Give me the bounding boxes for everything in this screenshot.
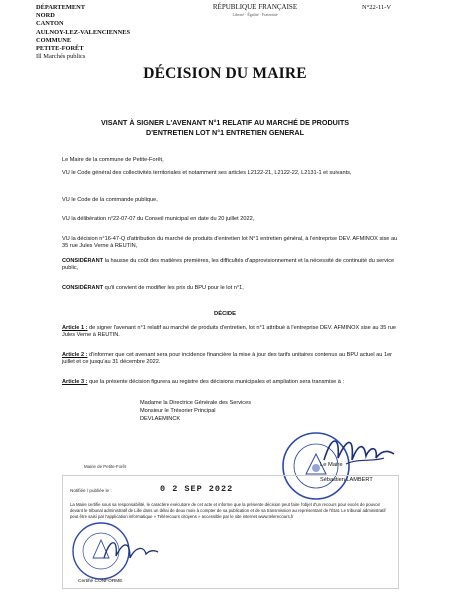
recipient-item: DEVLAEMINCK — [140, 416, 181, 422]
certification-signature — [100, 530, 160, 570]
considerant-2 — [62, 285, 400, 292]
page-title: DÉCISION DU MAIRE — [143, 65, 307, 82]
recipient-item: Madame la Directrice Générale des Services — [140, 400, 251, 406]
header-canton: CANTON — [36, 20, 64, 28]
decision-reference: N°22-11-V — [362, 4, 392, 11]
article-2-label: Article 2 : — [62, 352, 88, 358]
considerant-2-text: qu'il convient de modifier les prix du BPU pour le lot n°1, — [103, 285, 244, 291]
visa-cgct: VU le Code général des collectivités territoriales et notamment ses articles L2122-21, L2122-22, L2131-1 et suivants, — [62, 170, 352, 176]
considerant-1 — [62, 258, 400, 273]
considerant-1-label: CONSIDÉRANT — [62, 258, 104, 264]
transmission-label: Mairie de Petite-Forêt — [84, 464, 127, 469]
mayor-signature — [318, 428, 398, 478]
decision-subtitle — [40, 118, 410, 138]
notification-label: Notifiée / publiée le : — [70, 488, 112, 493]
considerant-1-text: la hausse du coût des matières premières, les difficultés d'approvisionnement et la nécessité de continuité du service public, — [62, 258, 395, 272]
header-nord: NORD — [36, 12, 55, 20]
header-canton-name: AULNOY-LEZ-VALENCIENNES — [36, 28, 131, 36]
visa-deliberation: VU la délibération n°22-07-07 du Conseil municipal en date du 20 juillet 2022, — [62, 216, 255, 222]
maire-name: Sébastien LAMBERT — [320, 477, 373, 483]
maire-label: Le Maire — [320, 462, 343, 468]
article-1-text: de signer l'avenant n°1 relatif au marché de produits d'entretien, lot n°1 attribué à l'entreprise DEV. AFMINOX sise au 35 rue Jules Verne à REUTIN. — [62, 325, 396, 339]
visa-decision-attribution: VU la décision n°16-47-Q d'attribution du marché de produits d'entretien lot N°1 entretien général, à l'entreprise DEV. AFMINOX sise au 35 rue Jules Verne à REUTIN, — [62, 236, 398, 250]
article-3 — [62, 379, 400, 386]
considerant-2-label: CONSIDÉRANT — [62, 285, 104, 291]
recipient-item: Monsieur le Trésorier Principal — [140, 408, 216, 414]
header-left-block — [36, 4, 130, 61]
republique-motto: Liberté · Égalité · Fraternité — [232, 12, 278, 17]
intro-text: Le Maire de la commune de Petite-Forêt, — [62, 157, 164, 163]
republique-block — [205, 3, 305, 19]
article-2 — [62, 352, 400, 367]
subtitle-line-2: D'ENTRETIEN LOT N°1 ENTRETIEN GENERAL — [146, 128, 304, 137]
legal-text: La Maire certifie sous sa responsabilité, le caractère exécutoire de cet acte et informe que la présente décision peut faire l'objet d'un recours pour excès de pouvoir devant le tribunal administratif de Lille dans un délai de deux mois à compter de sa publication et de sa transmission au représentant de l'État. Le tribunal administratif peut être saisi par l'application informatique « Télérecours citoyens » accessible par le site internet www.telerecours.fr — [70, 502, 386, 519]
article-2-text: d'informer que cet avenant sera pour incidence financière la mise à jour des tarifs unitaires contenus au BPU actuel au 1er juillet et ce jusqu'au 31 décembre 2022. — [62, 352, 393, 366]
header-departement: DÉPARTEMENT — [36, 4, 86, 11]
decide-heading: DÉCIDE — [214, 311, 236, 317]
certified-conforme-label: Certifié CONFORME — [78, 579, 123, 584]
header-service: Ill Marchés publics — [36, 53, 86, 61]
article-3-label: Article 3 : — [62, 379, 88, 385]
legal-notice-text — [70, 502, 390, 520]
subtitle-line-1: VISANT À SIGNER L'AVENANT N°1 RELATIF AU MARCHÉ DE PRODUITS — [100, 118, 350, 127]
article-3-text: que la présente décision figurera au registre des décisions municipales et ampliation sera transmise à : — [87, 379, 345, 385]
article-1-label: Article 1 : — [62, 325, 88, 331]
article-1 — [62, 325, 400, 340]
header-commune-name: PETITE-FORÊT — [36, 45, 84, 53]
header-commune: COMMUNE — [36, 36, 72, 44]
visa-code-commande: VU le Code de la commande publique, — [62, 197, 158, 203]
date-stamp: 0 2 SEP 2022 — [160, 484, 234, 494]
republique-title: RÉPUBLIQUE FRANÇAISE — [212, 3, 298, 11]
recipients-list — [140, 399, 251, 423]
